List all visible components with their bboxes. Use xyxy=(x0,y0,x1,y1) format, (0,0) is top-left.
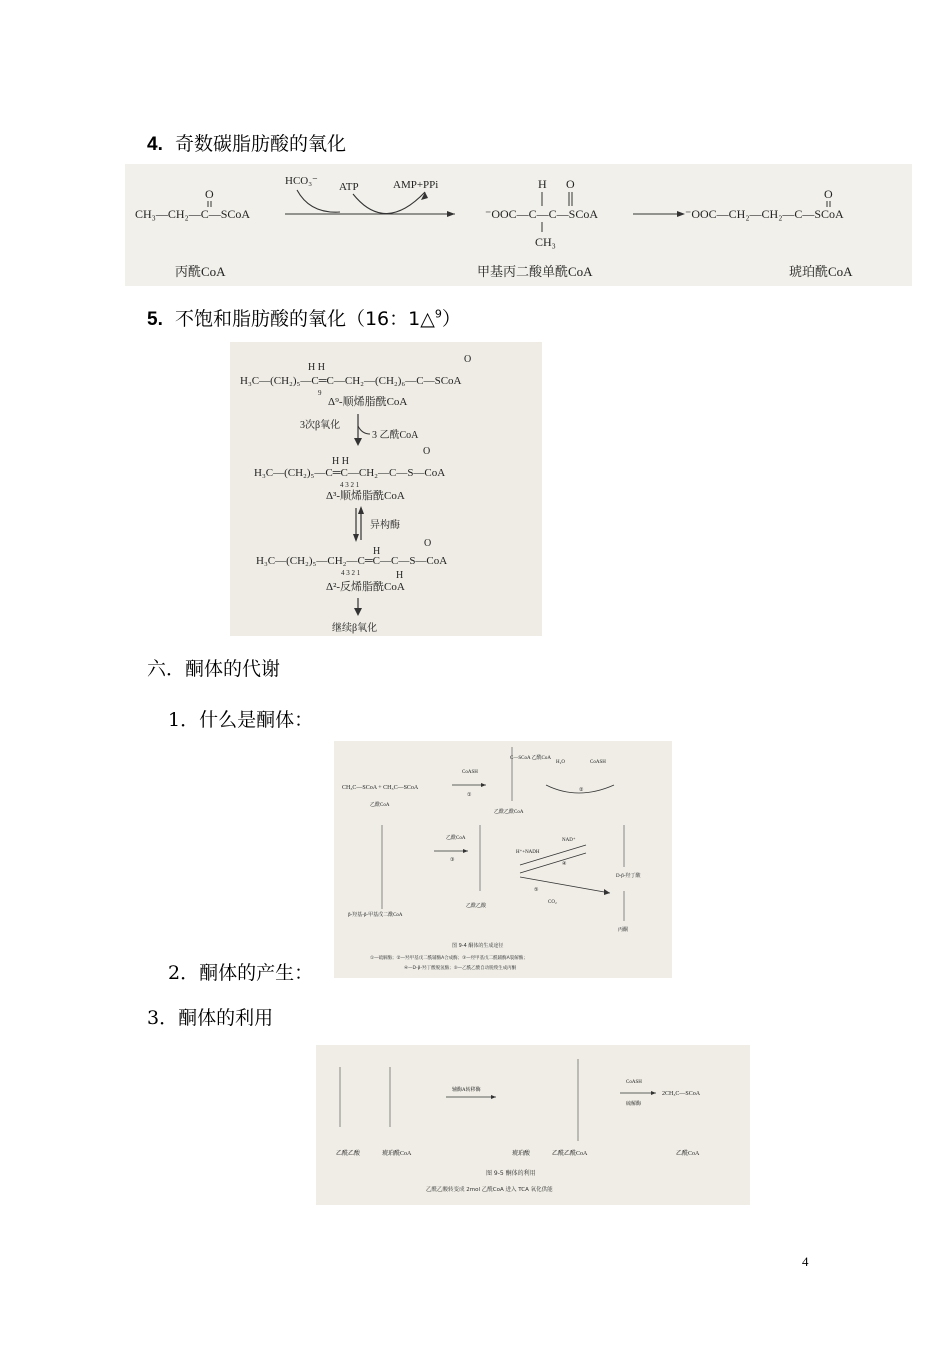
beta-oxidation-3x: 3次β氧化 xyxy=(300,420,341,431)
heading-number: 1． xyxy=(168,709,200,731)
acetyl-coa-label: 乙酰CoA xyxy=(370,803,390,808)
arrow-right-icon xyxy=(677,211,685,217)
heading-odd-chain-oxidation xyxy=(147,129,346,156)
hh-label: H H xyxy=(332,456,349,467)
step-2: ② xyxy=(579,788,584,793)
step-4: ④ xyxy=(562,862,567,867)
propionyl-coa-formula: CH₃—CH₂—C—SCoA xyxy=(135,207,251,221)
heading-text: 六．酮体的代谢 xyxy=(147,658,281,680)
acetyl-coa-product: 3 乙酰CoA xyxy=(372,430,419,441)
water-label: H₂O xyxy=(556,760,565,765)
amp-ppi-label: AMP+PPi xyxy=(393,179,439,191)
delta3-cis-name: Δ³-顺烯脂酰CoA xyxy=(326,490,405,502)
delta9-formula: H₃C—(CH₂)₅—C═C—CH₂—(CH₂)₆—C—SCoA xyxy=(240,375,462,387)
acetoacetate-label: 乙酰乙酸 xyxy=(466,904,487,909)
acetyl-coa-label: 乙酰CoA xyxy=(676,1151,700,1157)
arrow-down-icon xyxy=(353,534,359,542)
figure-odd-chain-oxidation xyxy=(125,164,912,286)
hmg-coa-label: β-羟基-β-甲基戊二酰CoA xyxy=(348,913,403,918)
step-3: ③ xyxy=(450,858,455,863)
methylmalonyl-formula: ⁻OOC—C—C—SCoA xyxy=(485,207,599,221)
figure-caption-line2: 乙酰乙酸转变成 2mol 乙酰CoA 进入 TCA 氧化供能 xyxy=(426,1187,553,1193)
succinate-label: 琥珀酸 xyxy=(512,1151,531,1157)
figure-ketone-production xyxy=(334,741,672,978)
oxygen-label: O xyxy=(423,446,431,457)
methylmalonyl-h: H xyxy=(538,177,547,191)
figure-caption: 图 9-4 酮体的生成途径 xyxy=(452,943,504,949)
coa-transferase-label: 辅酶A转移酶 xyxy=(452,1088,481,1093)
beta-hydroxybutyrate-label: D-β-羟丁酸 xyxy=(616,874,641,879)
delta2-trans-formula: H₃C—(CH₂)₅—CH₂—C═C—C—S—CoA xyxy=(256,555,448,567)
figure-caption-line2: ①—硫解酶；②—羟甲基戊二酰辅酶A合成酶；③—羟甲基戊二酰辅酶A裂解酶； xyxy=(370,956,528,961)
nadh-label: H⁺+NADH xyxy=(516,850,540,855)
atp-label: ATP xyxy=(339,181,359,193)
figure-caption-line3: ④—D-β-羟丁酸脱氢酶；⑤—乙酰乙酸自动脱羧生成丙酮 xyxy=(404,966,517,971)
heading-ketone-metabolism xyxy=(147,654,280,681)
thiolase-label: 硫解酶 xyxy=(626,1102,642,1107)
methylmalonyl-coa-label: 甲基丙二酸单酰CoA xyxy=(477,264,593,279)
heading-ketone-utilization xyxy=(147,1003,273,1030)
trans-h-top: H xyxy=(373,546,381,557)
oxygen-label: O xyxy=(424,538,432,549)
heading-text: 不饱和脂肪酸的氧化（16：1△ xyxy=(174,308,435,330)
heading-text: 奇数碳脂肪酸的氧化 xyxy=(174,133,346,155)
co2-label: CO₂ xyxy=(548,900,557,905)
succinyl-o: O xyxy=(824,187,833,201)
trans-h-bottom: H xyxy=(396,570,404,581)
succinyl-formula: ⁻OOC—CH₂—CH₂—C—SCoA xyxy=(685,207,844,221)
step-1: ① xyxy=(467,793,472,798)
bicarbonate-label: HCO₃⁻ xyxy=(285,175,318,187)
acetyl-coa-label: 乙酰CoA xyxy=(446,836,466,841)
acetoacetate-label: 乙酰乙酸 xyxy=(336,1151,361,1157)
figure-ketone-utilization xyxy=(316,1045,750,1205)
arrow-right-icon xyxy=(447,211,455,217)
oxygen-label: O xyxy=(464,354,472,365)
acetyl-coa-condensation: CH₃C—SCoA + CH₃C—SCoA xyxy=(342,785,419,791)
coash-label: CoASH xyxy=(626,1080,642,1085)
hmg-top: C—SCoA 乙酰CoA xyxy=(510,756,551,761)
heading-number: 3． xyxy=(147,1007,179,1029)
acetoacetyl-coa-label: 乙酰乙酰CoA xyxy=(552,1151,588,1157)
coash-label: CoASH xyxy=(590,760,606,765)
coash-label: CoASH xyxy=(462,770,478,775)
nad-label: NAD⁺ xyxy=(562,838,576,843)
acetoacetyl-coa-label: 乙酰乙酰CoA xyxy=(494,810,524,815)
heading-text: 酮体的利用 xyxy=(178,1007,274,1029)
figure-caption: 图 9-5 酮体的利用 xyxy=(486,1170,536,1177)
figure-unsaturated-oxidation xyxy=(230,342,542,636)
heading-superscript: 9 xyxy=(434,307,442,321)
delta3-cis-formula: H₃C—(CH₂)₅—C═C—CH₂—C—S—CoA xyxy=(254,467,446,479)
delta2-trans-name: Δ²-反烯脂酰CoA xyxy=(326,581,405,593)
acetone-label: 丙酮 xyxy=(618,928,629,933)
heading-ketone-production xyxy=(168,958,313,985)
heading-number: 4. xyxy=(147,134,163,155)
continue-beta-oxidation: 继续β氧化 xyxy=(332,623,378,634)
carbon-numbers: 4 3 2 1 xyxy=(340,481,360,489)
carbonyl-o: O xyxy=(205,187,214,201)
acetyl-coa-product: 2CH₃C—SCoA xyxy=(662,1091,701,1097)
isomerase-label: 异构酶 xyxy=(370,520,400,531)
arrow-down-icon xyxy=(354,438,362,446)
heading-text: 什么是酮体： xyxy=(199,709,314,731)
carbon-numbers: 4 3 2 1 xyxy=(341,569,361,577)
methyl-group: CH₃ xyxy=(535,235,556,249)
heading-number: 2． xyxy=(168,962,200,984)
heading-close-paren: ） xyxy=(441,308,461,330)
succinyl-coa-label: 琥珀酰CoA xyxy=(789,264,853,279)
methylmalonyl-o: O xyxy=(566,177,575,191)
heading-text: 酮体的产生： xyxy=(199,962,314,984)
delta9-name: Δ⁹-顺烯脂酰CoA xyxy=(328,396,408,408)
arrow-down-icon xyxy=(354,608,362,616)
page-number: 4 xyxy=(802,1254,809,1269)
hh-label: H H xyxy=(308,362,325,373)
propionyl-coa-label: 丙酰CoA xyxy=(175,264,226,279)
position-9: 9 xyxy=(318,389,322,397)
succinyl-coa-label: 琥珀酰CoA xyxy=(382,1151,412,1157)
arrow-up-icon xyxy=(358,506,364,514)
heading-unsaturated-oxidation xyxy=(147,304,461,331)
heading-number: 5. xyxy=(147,309,163,330)
step-5: ⑤ xyxy=(534,888,539,893)
heading-what-is-ketone xyxy=(168,705,313,732)
